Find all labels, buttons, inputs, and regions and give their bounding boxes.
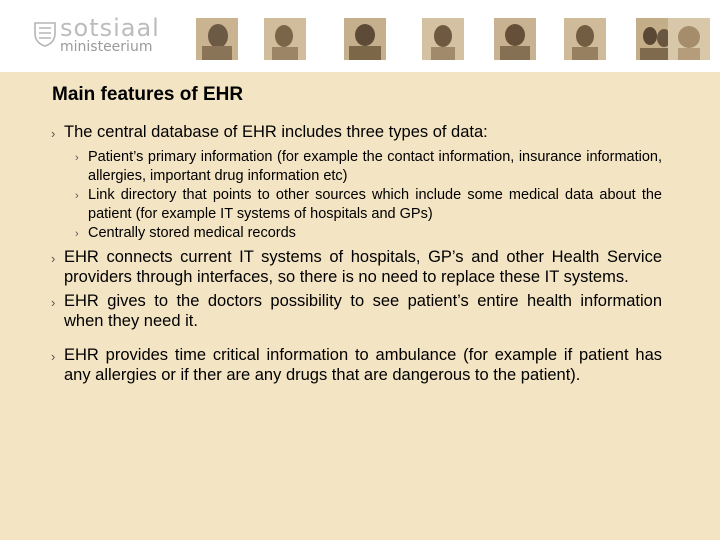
baby-photo [668, 18, 710, 60]
logo-text-ministeerium: ministeerium [60, 39, 153, 55]
bullet-chevron-icon: › [51, 251, 56, 266]
woman-hand-on-face-photo [196, 18, 238, 60]
bullet-chevron-icon: › [51, 126, 56, 141]
sub-bullet-medical-records [74, 224, 662, 243]
bullet-chevron-icon: › [75, 152, 79, 164]
bullet-text: EHR connects current IT systems of hospitals, GP’s and other Health Service providers through interfaces, so there is no need to replace these IT systems. [64, 248, 662, 286]
sub-bullet-link-directory [74, 186, 662, 224]
bullet-central-database [50, 122, 662, 142]
bullet-text: EHR provides time critical information to ambulance (for example if patient has any allergies or if ther are any drugs that are dangerous to the patient). [64, 346, 662, 384]
sub-bullet-text: Centrally stored medical records [88, 225, 296, 241]
header-bar [0, 0, 720, 72]
coat-of-arms-icon [30, 18, 60, 48]
logo-text-sotsiaal: sotsiaal [60, 14, 160, 42]
older-man-photo [494, 18, 536, 60]
sub-bullet-text: Patient’s primary information (for example the contact information, insurance information, allergies, important drug information etc) [88, 149, 662, 184]
smiling-woman-photo [264, 18, 306, 60]
bullet-text: EHR gives to the doctors possibility to see patient’s entire health information when they need it. [64, 292, 662, 330]
bullet-chevron-icon: › [51, 295, 56, 310]
bullet-ambulance-info [50, 345, 662, 385]
slide-title: Main features of EHR [52, 84, 244, 105]
bullet-text: The central database of EHR includes three types of data: [64, 123, 488, 141]
sub-bullet-text: Link directory that points to other sources which include some medical data about the patient (for example IT systems of hospitals and GPs) [88, 187, 662, 222]
bullet-list [50, 122, 662, 385]
young-woman-photo [422, 18, 464, 60]
ministry-logo [20, 12, 180, 56]
man-resting-head-photo [344, 18, 386, 60]
woman-portrait-photo [564, 18, 606, 60]
bullet-doctors-access [50, 291, 662, 331]
bullet-connects-it-systems [50, 247, 662, 287]
sub-bullet-primary-information [74, 148, 662, 186]
bullet-chevron-icon: › [75, 190, 79, 202]
bullet-chevron-icon: › [51, 349, 56, 364]
header-photo-strip [196, 18, 710, 60]
bullet-chevron-icon: › [75, 228, 79, 240]
